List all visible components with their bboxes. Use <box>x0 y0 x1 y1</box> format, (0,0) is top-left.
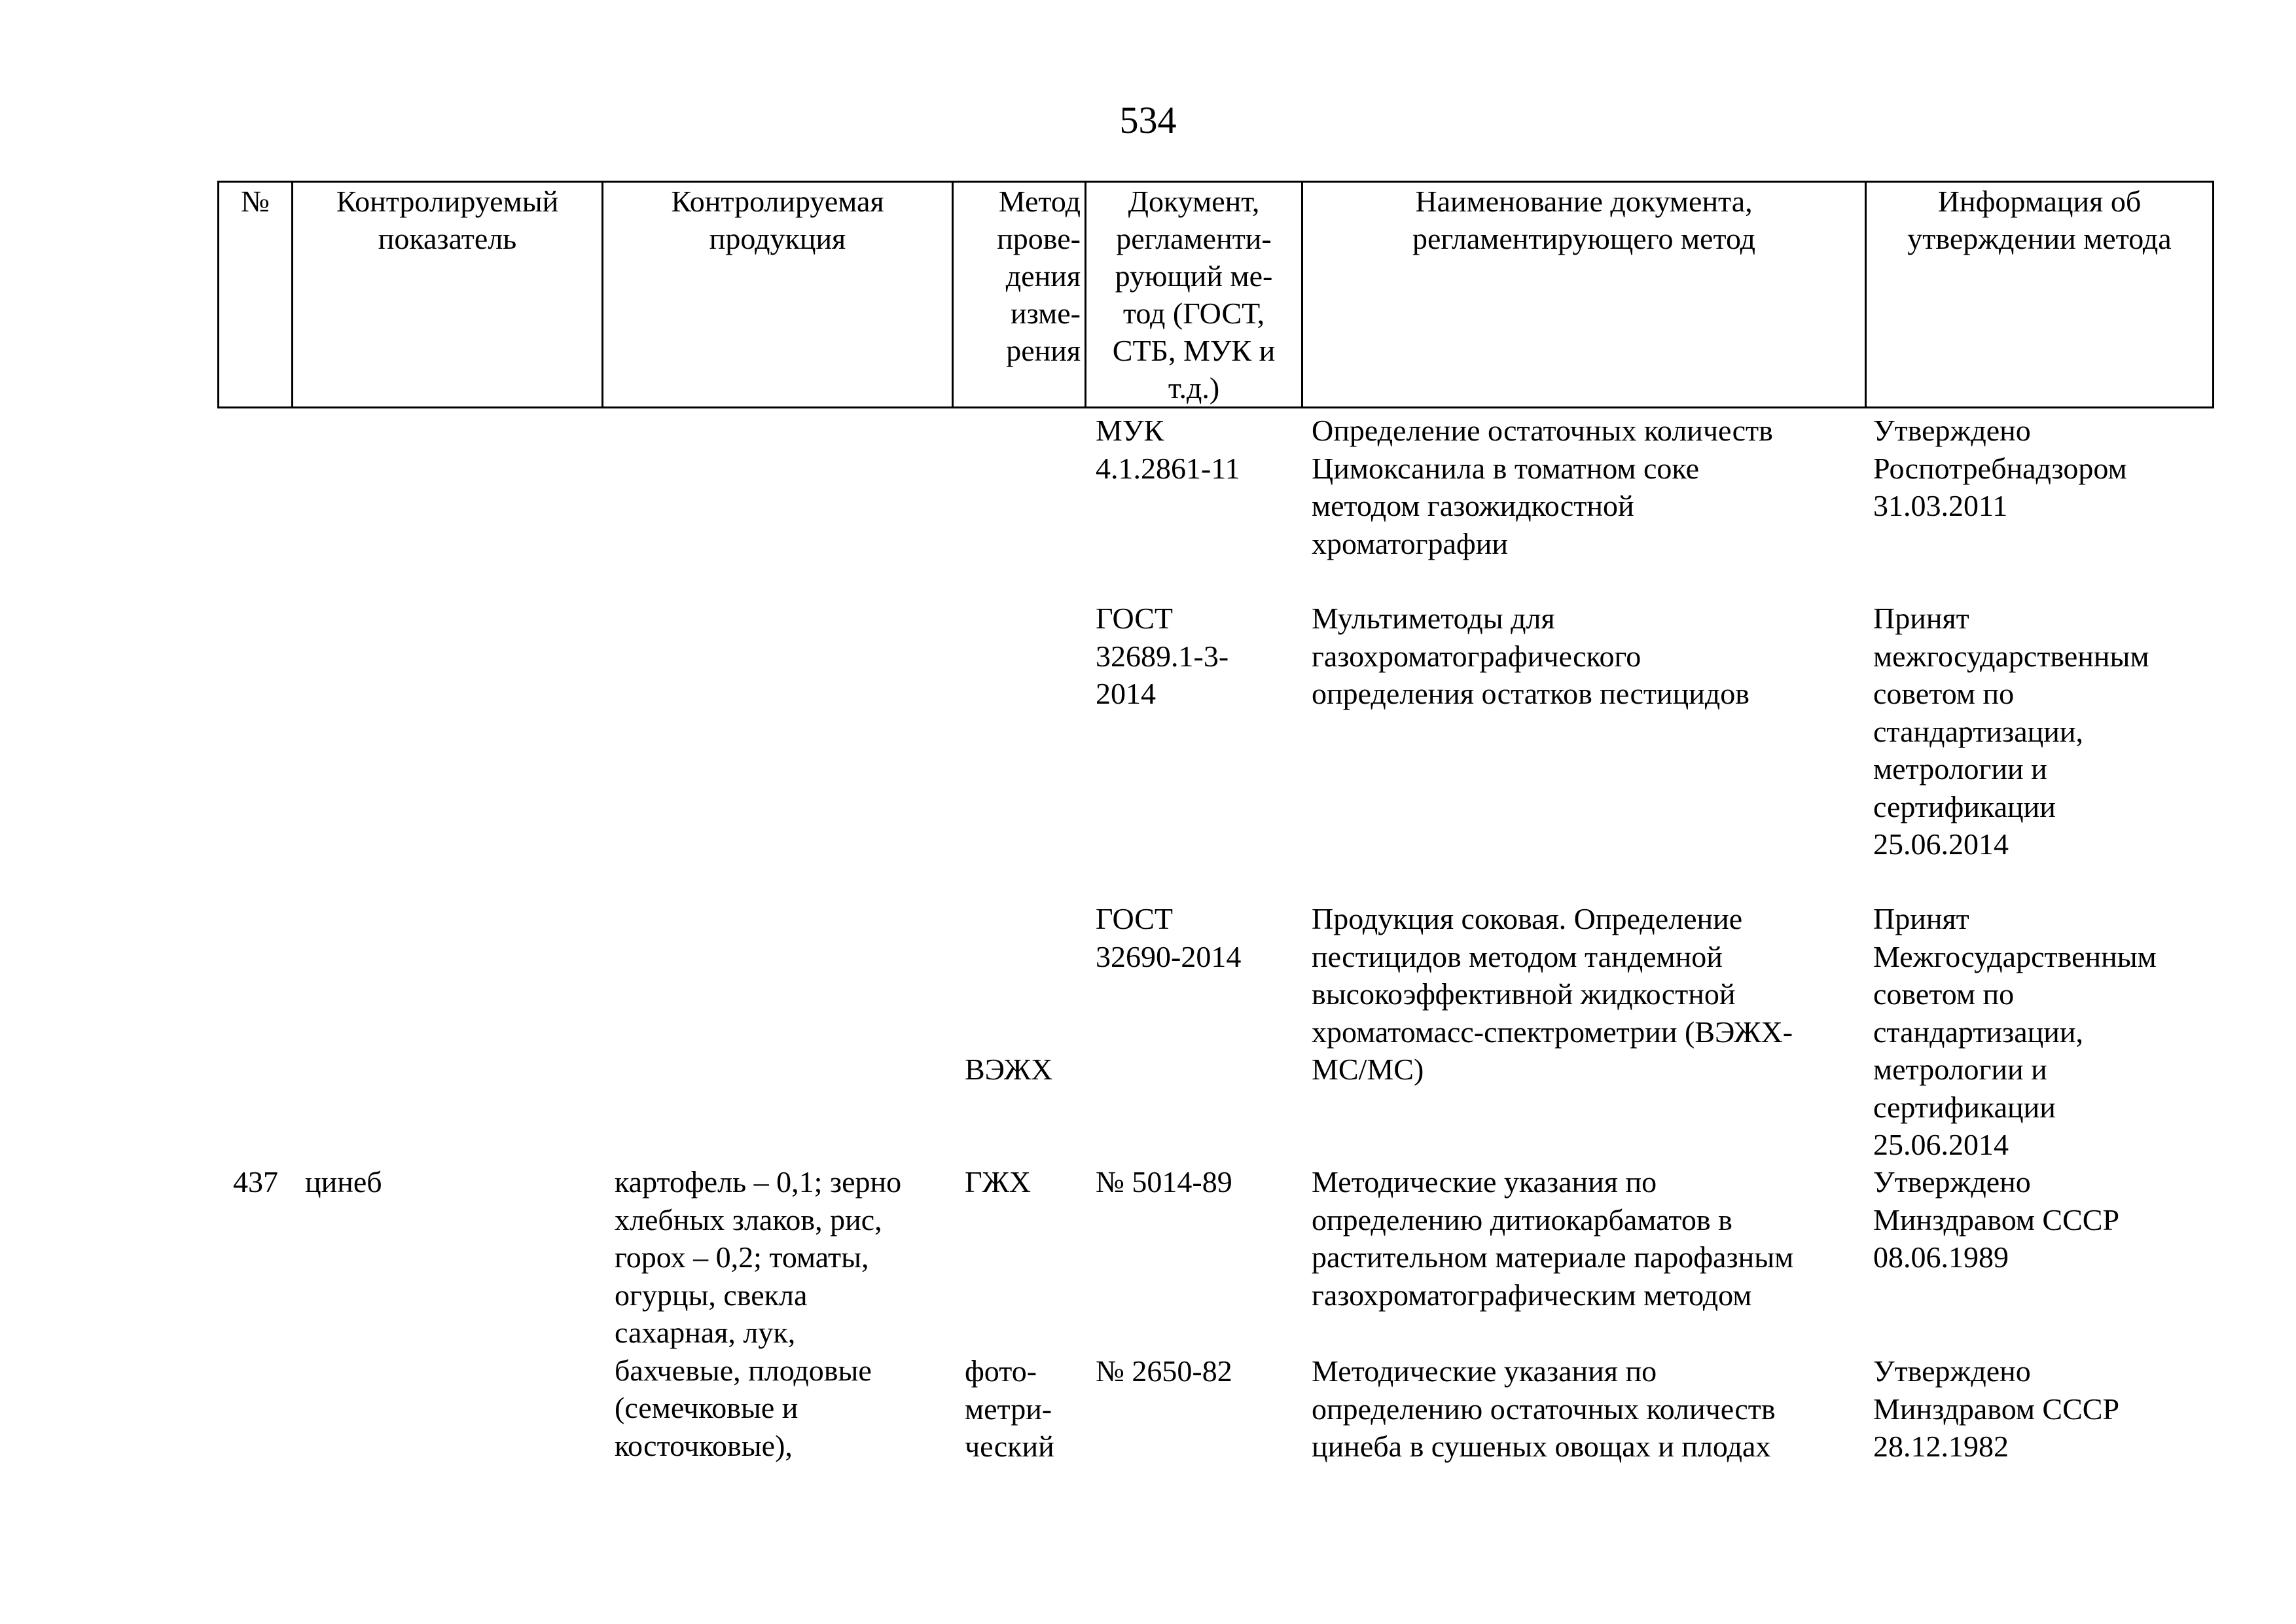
row-4-document-name: Методические указания по определению дитиокарбаматов в растительном материале парофазным газохроматографическим методом <box>1312 1165 1794 1312</box>
table-header <box>217 181 2214 408</box>
row-4-indicator: цинеб <box>305 1165 382 1199</box>
row-3-approval: Принят Межгосударственным советом по стандартизации, метрологии и сертификации 25.06.2014 <box>1873 902 2157 1161</box>
row-4-approval: Утверждено Минздравом СССР 08.06.1989 <box>1873 1165 2120 1274</box>
row-2-document-name: Мультиметоды для газохроматографического определения остатков пестицидов <box>1312 602 1749 710</box>
row-5-document: № 2650-82 <box>1096 1354 1232 1388</box>
row-2-document: ГОСТ 32689.1-3- 2014 <box>1096 602 1229 710</box>
row-1-document: МУК 4.1.2861-11 <box>1096 414 1240 485</box>
row-1-approval: Утверждено Роспотребнадзором 31.03.2011 <box>1873 414 2127 522</box>
header-cell-method: Метод прове- дения изме- рения <box>953 182 1086 408</box>
row-3-method: ВЭЖХ <box>965 1053 1053 1086</box>
header-cell-product: Контролируемая продукция <box>603 182 953 408</box>
row-3-document-name: Продукция соковая. Определение пестицидов методом тандемной высокоэффективной жидкостной хроматомасс-спектрометрии (ВЭЖХ- МС/МС) <box>1312 902 1793 1086</box>
header-cell-document-name: Наименование документа, регламентирующего метод <box>1302 182 1866 408</box>
row-4-product: картофель – 0,1; зерно хлебных злаков, рис, горох – 0,2; томаты, огурцы, свекла сахарная, лук, бахчевые, плодовые (семечковые и косточковые), <box>615 1165 902 1462</box>
row-2-approval: Принят межгосударственным советом по стандартизации, метрологии и сертификации 25.06.2014 <box>1873 602 2149 861</box>
row-4-document: № 5014-89 <box>1096 1165 1232 1199</box>
header-cell-document: Документ, регламенти- рующий ме- тод (ГОСТ, СТБ, МУК и т.д.) <box>1086 182 1302 408</box>
header-cell-indicator: Контролируемый показатель <box>293 182 603 408</box>
row-5-document-name: Методические указания по определению остаточных количеств цинеба в сушеных овощах и плодах <box>1312 1354 1776 1463</box>
row-4-number: 437 <box>233 1165 278 1199</box>
row-5-method: фото- метри- ческий <box>965 1354 1054 1463</box>
page-number: 534 <box>1119 99 1177 141</box>
row-4-method: ГЖХ <box>965 1165 1031 1199</box>
row-1-document-name: Определение остаточных количеств Цимоксанила в томатном соке методом газожидкостной хроматографии <box>1312 414 1773 560</box>
header-cell-approval: Информация об утверждении метода <box>1866 182 2214 408</box>
row-5-approval: Утверждено Минздравом СССР 28.12.1982 <box>1873 1354 2120 1463</box>
row-3-document: ГОСТ 32690-2014 <box>1096 902 1242 973</box>
header-cell-number: № <box>219 182 293 408</box>
